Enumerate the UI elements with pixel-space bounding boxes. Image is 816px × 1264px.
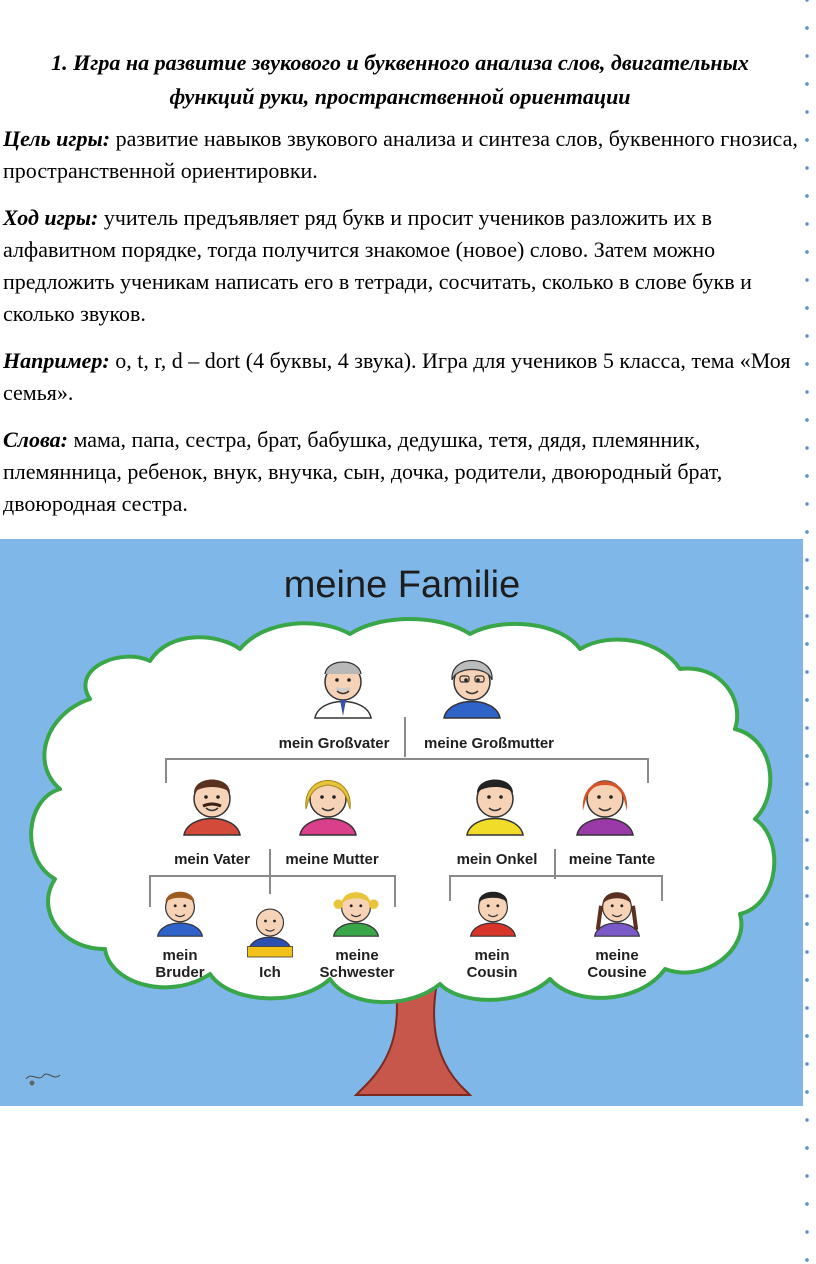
signature-mark bbox=[26, 1074, 60, 1085]
label-cousin-male-line-2: Cousin bbox=[466, 964, 518, 981]
label-uncle: mein Onkel bbox=[456, 851, 538, 868]
words-paragraph bbox=[0, 424, 800, 520]
heading-line-2: функций руки, пространственной ориентации bbox=[169, 84, 631, 109]
process-text: учитель предъявляет ряд букв и просит учеников разложить их в алфавитном порядке, тогда получится знакомое (новое) слово. Затем можно предложить ученикам написать его в тетради, сосчитать, сколько в слове букв и сколько звуков. bbox=[3, 205, 752, 326]
goal-text: развитие навыков звукового анализа и синтеза слов, буквенного гнозиса, пространственной ориентировки. bbox=[3, 126, 798, 183]
goal-paragraph bbox=[0, 123, 800, 187]
label-mother: meine Mutter bbox=[285, 851, 379, 868]
label-cousin-female-line-1: meine bbox=[595, 947, 639, 964]
example-paragraph bbox=[0, 345, 800, 409]
document-text bbox=[0, 46, 800, 535]
goal-label: Цель игры: bbox=[3, 126, 111, 151]
tree-crown bbox=[31, 619, 774, 1002]
example-text: o, t, r, d – dort (4 буквы, 4 звука). Игра для учеников 5 класса, тема «Моя семья». bbox=[3, 348, 791, 405]
label-father: mein Vater bbox=[174, 851, 250, 868]
family-tree-illustration bbox=[0, 539, 803, 1106]
document-heading bbox=[0, 46, 800, 114]
label-me: Ich bbox=[259, 964, 281, 981]
label-brother-line-1: mein bbox=[162, 947, 198, 964]
example-label: Например: bbox=[3, 348, 110, 373]
process-paragraph bbox=[0, 202, 800, 330]
label-sister-line-1: meine bbox=[335, 947, 379, 964]
words-label: Слова: bbox=[3, 427, 68, 452]
label-aunt: meine Tante bbox=[568, 851, 656, 868]
tree-title: meine Familie bbox=[283, 564, 521, 606]
family-tree-figure bbox=[0, 539, 803, 1106]
label-grandmother: meine Großmutter bbox=[423, 735, 555, 752]
label-cousin-female-line-2: Cousine bbox=[587, 964, 647, 981]
tree-trunk bbox=[356, 989, 470, 1095]
label-cousin-male-line-1: mein bbox=[474, 947, 510, 964]
label-grandfather: mein Großvater bbox=[278, 735, 390, 752]
words-text: мама, папа, сестра, брат, бабушка, дедушка, тетя, дядя, племянник, племянница, ребенок, внук, внучка, сын, дочка, родители, двоюродный брат, двоюродная сестра. bbox=[3, 427, 723, 516]
label-sister-line-2: Schwester bbox=[319, 964, 395, 981]
process-label: Ход игры: bbox=[3, 205, 99, 230]
heading-line-1: 1. Игра на развитие звукового и буквенного анализа слов, двигательных bbox=[51, 50, 749, 75]
label-brother-line-2: Bruder bbox=[155, 964, 205, 981]
